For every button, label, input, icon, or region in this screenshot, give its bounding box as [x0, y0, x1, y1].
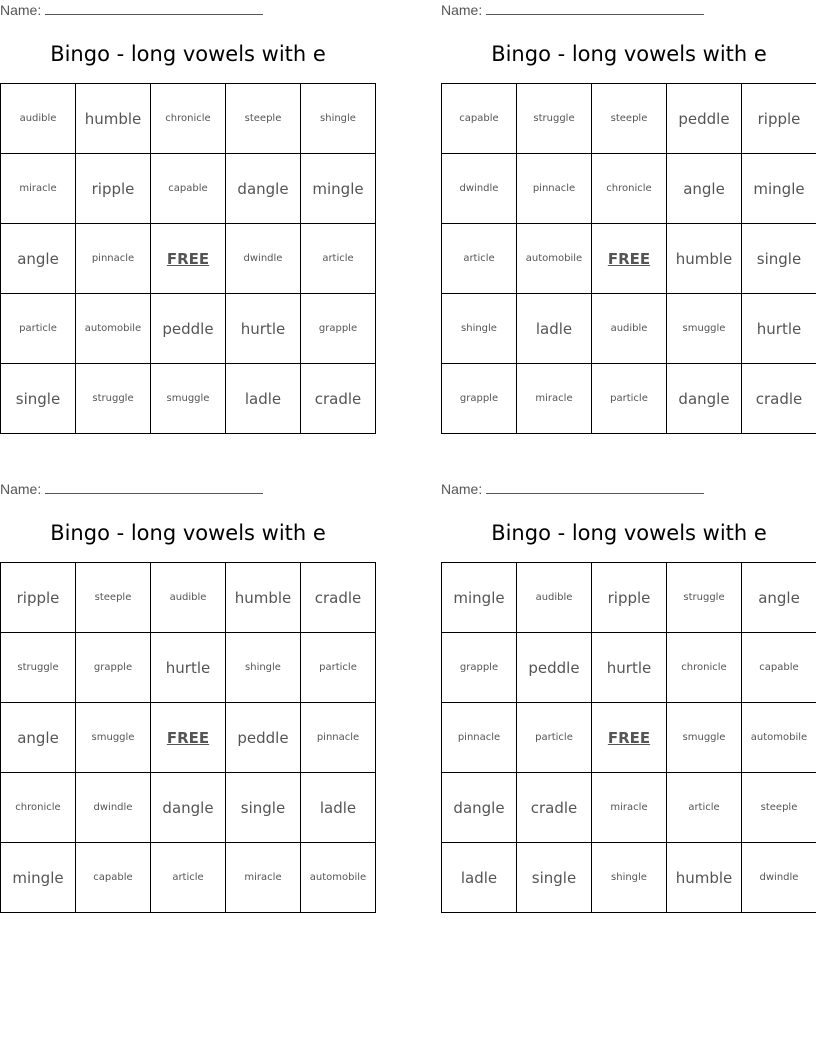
bingo-card-3 [0, 479, 376, 919]
bingo-cell[interactable]: dwindle [226, 224, 301, 294]
bingo-cell[interactable]: smuggle [667, 703, 742, 773]
card-title: Bingo - long vowels with e [50, 521, 326, 545]
grid-row [1, 843, 376, 913]
bingo-cell[interactable]: dwindle [442, 154, 517, 224]
name-line [0, 2, 263, 20]
bingo-cell[interactable]: particle [1, 294, 76, 364]
name-blank[interactable] [45, 481, 263, 494]
grid-row [442, 294, 816, 364]
bingo-cell[interactable]: automobile [76, 294, 151, 364]
grid-row [442, 773, 816, 843]
bingo-cell[interactable]: pinnacle [442, 703, 517, 773]
bingo-cell[interactable]: automobile [301, 843, 376, 913]
grid-row [442, 703, 816, 773]
bingo-cell[interactable]: dwindle [76, 773, 151, 843]
bingo-cell[interactable]: hurtle [592, 633, 667, 703]
grid-row [1, 773, 376, 843]
bingo-cell[interactable]: angle [1, 703, 76, 773]
name-blank[interactable] [486, 2, 704, 15]
bingo-cell[interactable]: single [742, 224, 816, 294]
bingo-card-2 [441, 0, 816, 440]
bingo-cell[interactable]: dangle [667, 364, 742, 434]
bingo-cell[interactable]: pinnacle [301, 703, 376, 773]
bingo-cell[interactable]: capable [442, 84, 517, 154]
bingo-cell[interactable]: automobile [517, 224, 592, 294]
bingo-cell[interactable]: humble [667, 224, 742, 294]
bingo-cell[interactable]: ladle [442, 843, 517, 913]
bingo-cell[interactable]: smuggle [76, 703, 151, 773]
grid-row [442, 84, 816, 154]
bingo-cell[interactable]: angle [1, 224, 76, 294]
bingo-cell[interactable]: chronicle [151, 84, 226, 154]
grid-row [1, 633, 376, 703]
card-title: Bingo - long vowels with e [491, 521, 767, 545]
grid-row [442, 364, 816, 434]
free-space[interactable]: FREE [592, 224, 667, 294]
bingo-cell[interactable]: capable [742, 633, 816, 703]
bingo-cell[interactable]: ripple [742, 84, 816, 154]
bingo-cell[interactable]: grapple [301, 294, 376, 364]
bingo-cell[interactable]: humble [76, 84, 151, 154]
bingo-cell[interactable]: article [151, 843, 226, 913]
bingo-cell[interactable]: shingle [442, 294, 517, 364]
bingo-grid [441, 83, 816, 434]
bingo-cell[interactable]: ladle [517, 294, 592, 364]
bingo-cell[interactable]: struggle [1, 633, 76, 703]
bingo-grid [0, 83, 376, 434]
name-label: Name: [0, 2, 42, 18]
name-blank[interactable] [486, 481, 704, 494]
grid-row [442, 563, 816, 633]
bingo-cell[interactable]: struggle [76, 364, 151, 434]
free-space[interactable]: FREE [151, 703, 226, 773]
bingo-cell[interactable]: miracle [226, 843, 301, 913]
bingo-cell[interactable]: dwindle [742, 843, 816, 913]
bingo-cell[interactable]: pinnacle [517, 154, 592, 224]
grid-row [442, 154, 816, 224]
bingo-card-4 [441, 479, 816, 919]
bingo-grid [0, 562, 376, 913]
bingo-cell[interactable]: dangle [151, 773, 226, 843]
bingo-cell[interactable]: pinnacle [76, 224, 151, 294]
grid-row [1, 364, 376, 434]
bingo-cell[interactable]: chronicle [592, 154, 667, 224]
bingo-cell[interactable]: grapple [76, 633, 151, 703]
bingo-cell[interactable]: ripple [76, 154, 151, 224]
bingo-cell[interactable]: chronicle [1, 773, 76, 843]
bingo-cell[interactable]: particle [301, 633, 376, 703]
bingo-cell[interactable]: angle [742, 563, 816, 633]
bingo-card-1 [0, 0, 376, 440]
bingo-cell[interactable]: struggle [517, 84, 592, 154]
bingo-cell[interactable]: automobile [742, 703, 816, 773]
grid-row [1, 84, 376, 154]
bingo-cell[interactable]: smuggle [667, 294, 742, 364]
bingo-cell[interactable]: steeple [76, 563, 151, 633]
bingo-cell[interactable]: humble [667, 843, 742, 913]
bingo-cell[interactable]: miracle [517, 364, 592, 434]
grid-row [442, 633, 816, 703]
bingo-cell[interactable]: shingle [301, 84, 376, 154]
bingo-cell[interactable]: humble [226, 563, 301, 633]
grid-row [1, 154, 376, 224]
bingo-cell[interactable]: particle [517, 703, 592, 773]
bingo-cell[interactable]: single [1, 364, 76, 434]
grid-row [1, 224, 376, 294]
bingo-cell[interactable]: mingle [1, 843, 76, 913]
bingo-cell[interactable]: article [667, 773, 742, 843]
bingo-cell[interactable]: peddle [226, 703, 301, 773]
card-title: Bingo - long vowels with e [50, 42, 326, 66]
bingo-cell[interactable]: smuggle [151, 364, 226, 434]
bingo-cell[interactable]: steeple [226, 84, 301, 154]
bingo-cell[interactable]: ripple [592, 563, 667, 633]
bingo-cell[interactable]: audible [151, 563, 226, 633]
bingo-cell[interactable]: cradle [517, 773, 592, 843]
free-space[interactable]: FREE [592, 703, 667, 773]
name-label: Name: [441, 481, 483, 497]
bingo-cell[interactable]: audible [1, 84, 76, 154]
bingo-cell[interactable]: mingle [442, 563, 517, 633]
free-space[interactable]: FREE [151, 224, 226, 294]
bingo-cell[interactable]: cradle [301, 364, 376, 434]
bingo-cell[interactable]: hurtle [226, 294, 301, 364]
bingo-cell[interactable]: grapple [442, 633, 517, 703]
bingo-cell[interactable]: peddle [151, 294, 226, 364]
name-line [441, 481, 704, 499]
bingo-cell[interactable]: cradle [301, 563, 376, 633]
grid-row [1, 294, 376, 364]
name-line [441, 2, 704, 20]
bingo-cell[interactable]: ladle [226, 364, 301, 434]
bingo-cell[interactable]: struggle [667, 563, 742, 633]
card-title: Bingo - long vowels with e [491, 42, 767, 66]
bingo-cell[interactable]: mingle [742, 154, 816, 224]
bingo-cell[interactable]: peddle [667, 84, 742, 154]
bingo-cell[interactable]: hurtle [742, 294, 816, 364]
bingo-cell[interactable]: dangle [226, 154, 301, 224]
grid-row [442, 843, 816, 913]
name-blank[interactable] [45, 2, 263, 15]
bingo-cell[interactable]: single [517, 843, 592, 913]
bingo-cell[interactable]: peddle [517, 633, 592, 703]
bingo-cell[interactable]: article [301, 224, 376, 294]
bingo-cell[interactable]: article [442, 224, 517, 294]
grid-row [1, 563, 376, 633]
bingo-cell[interactable]: miracle [1, 154, 76, 224]
bingo-cell[interactable]: chronicle [667, 633, 742, 703]
grid-row [442, 224, 816, 294]
bingo-cell[interactable]: angle [667, 154, 742, 224]
name-label: Name: [441, 2, 483, 18]
bingo-cell[interactable]: audible [517, 563, 592, 633]
bingo-cell[interactable]: grapple [442, 364, 517, 434]
bingo-cell[interactable]: ladle [301, 773, 376, 843]
bingo-cell[interactable]: miracle [592, 773, 667, 843]
bingo-cell[interactable]: hurtle [151, 633, 226, 703]
bingo-cell[interactable]: mingle [301, 154, 376, 224]
bingo-cell[interactable]: particle [592, 364, 667, 434]
bingo-cell[interactable]: shingle [226, 633, 301, 703]
bingo-cell[interactable]: steeple [742, 773, 816, 843]
bingo-cell[interactable]: shingle [592, 843, 667, 913]
grid-row [1, 703, 376, 773]
bingo-cell[interactable]: ripple [1, 563, 76, 633]
bingo-cell[interactable]: dangle [442, 773, 517, 843]
bingo-cell[interactable]: cradle [742, 364, 816, 434]
bingo-cell[interactable]: steeple [592, 84, 667, 154]
name-label: Name: [0, 481, 42, 497]
bingo-grid [441, 562, 816, 913]
bingo-cell[interactable]: single [226, 773, 301, 843]
bingo-cell[interactable]: capable [151, 154, 226, 224]
bingo-cell[interactable]: capable [76, 843, 151, 913]
bingo-cell[interactable]: audible [592, 294, 667, 364]
name-line [0, 481, 263, 499]
